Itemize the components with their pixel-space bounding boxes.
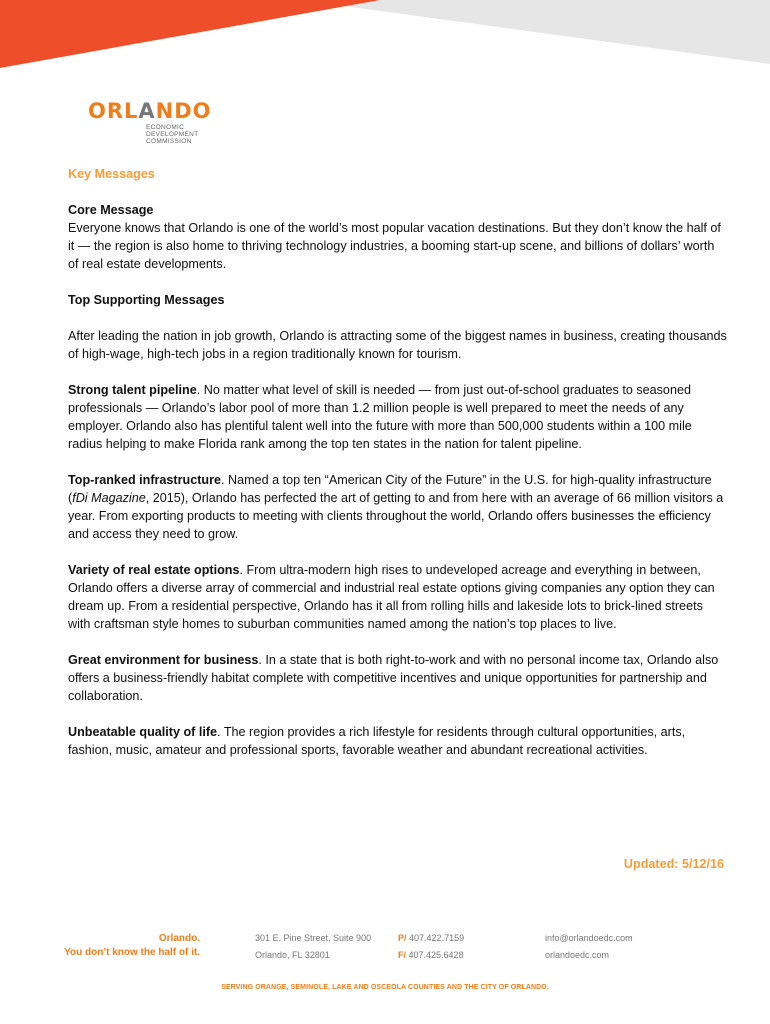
updated-date: Updated: 5/12/16 (623, 857, 724, 871)
website-link[interactable]: orlandoedc.com (545, 950, 610, 960)
banner-red-shape (0, 0, 380, 68)
real-estate-paragraph: Variety of real estate options. From ultra-modern high rises to undeveloped acreage and everything in between, Orlando offers a diverse array of commercial and industrial real estate options giving companies any option they can dream up. From a residential perspective, Orlando has it all from rolling hills and lakeside lots to brick-lined streets with craftsman style homes to suburban communities named among the nation’s top places to live. (68, 563, 715, 631)
core-message-text: Everyone knows that Orlando is one of the world’s most popular vacation destinations. But they don’t know the half of it — the region is also home to thriving technology industries, a booming start-up scene, and billions of dollars’ worth of real estate developments. (68, 221, 721, 271)
core-message-heading: Core Message (68, 203, 154, 217)
footer-tagline: Orlando. You don’t know the half of it. (64, 933, 200, 958)
infrastructure-paragraph: Top-ranked infrastructure. Named a top ten “American City of the Future” in the U.S. for high-quality infrastructure (fDi Magazine, 2015), Orlando has perfected the art of getting to and from here with an average of 66 million visitors a year. From exporting products to meeting with clients throughout the world, Orlando offers businesses the efficiency and access they need to grow. (68, 473, 724, 541)
serving-statement: SERVING ORANGE, SEMINOLE, LAKE AND OSCEOLA COUNTIES AND THE CITY OF ORLANDO. (221, 984, 549, 991)
top-supporting-heading: Top Supporting Messages (68, 293, 225, 307)
phone-number: 407.422.7159 (409, 933, 465, 943)
quality-of-life-paragraph: Unbeatable quality of life. The region provides a rich lifestyle for residents through cultural opportunities, arts, fashion, music, amateur and professional sports, favorable weather and abundant recreational activities. (68, 725, 686, 757)
intro-paragraph: After leading the nation in job growth, Orlando is attracting some of the biggest names in business, creating thousands of high-wage, high-tech jobs in a region traditionally known for tourism. (68, 329, 727, 361)
footer-phone-fax: P/ 407.422.7159 F/ 407.425.6428 (398, 933, 465, 960)
footer-address: 301 E. Pine Street, Suite 900 Orlando, FL 32801 (255, 933, 372, 960)
fax-number: 407.425.6428 (408, 950, 464, 960)
section-title: Key Messages (68, 167, 155, 181)
logo-wordmark: ORLANDO (88, 99, 212, 123)
business-paragraph: Great environment for business. In a state that is both right-to-work and with no personal income tax, Orlando also offers a business-friendly habitat complete with competitive incentives and unique opportunities for partnership and collaboration. (68, 653, 719, 703)
talent-paragraph: Strong talent pipeline. No matter what level of skill is needed — from just out-of-school graduates to seasoned professionals — Orlando’s labor pool of more than 1.2 million people is well prepared to meet the needs of any employer. Orlando also has plentiful talent well into the future with more than 500,000 students within a 100 mile radius helping to make Florida rank among the top ten states in the nation for talent pipeline. (68, 383, 692, 451)
document-body (68, 165, 728, 777)
footer-contact (545, 930, 633, 964)
email-link[interactable]: info@orlandoedc.com (545, 933, 633, 943)
header-banner (0, 0, 770, 70)
banner-gray-shape (300, 0, 770, 64)
orlando-edc-logo (88, 100, 212, 145)
logo-subtitle: ECONOMIC DEVELOPMENT COMMISSION (146, 124, 199, 145)
